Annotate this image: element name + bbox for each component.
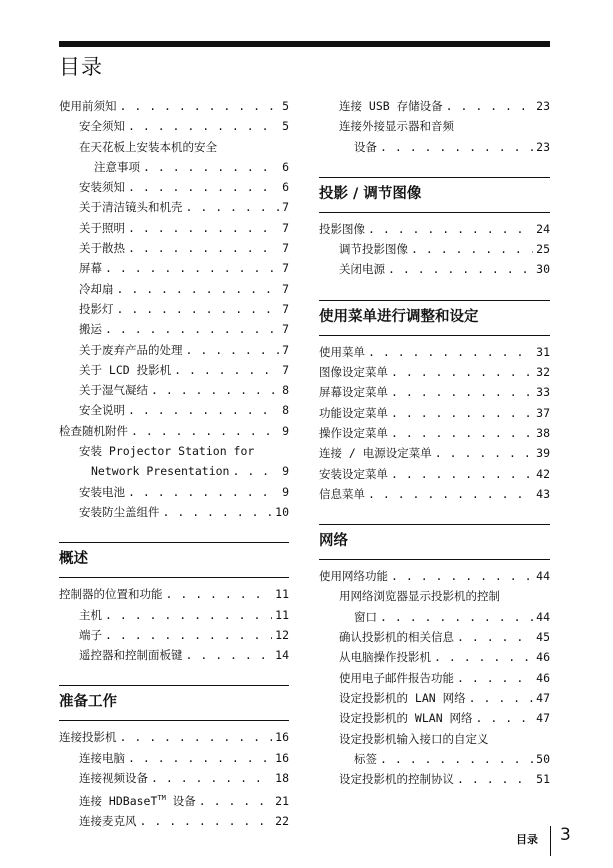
toc-entry[interactable] xyxy=(59,238,289,258)
toc-entry[interactable] xyxy=(59,645,289,665)
toc-entry-text: 连接电脑 xyxy=(79,750,125,765)
toc-section-network xyxy=(319,524,550,789)
toc-entry-text: 从电脑操作投影机 xyxy=(339,650,431,665)
dot-leader xyxy=(128,400,279,420)
toc-entry-text: 屏幕 xyxy=(79,261,102,276)
toc-page-number: 39 xyxy=(536,446,550,461)
toc-entry-title xyxy=(339,259,385,279)
toc-entry-title xyxy=(79,645,183,665)
toc-entry-text: 信息菜单 xyxy=(319,486,365,501)
toc-entry-text: 使用前须知 xyxy=(59,99,117,113)
toc-page-number: 7 xyxy=(282,301,289,316)
toc-entry[interactable] xyxy=(319,382,550,402)
toc-entry-title xyxy=(354,749,377,769)
section-rule xyxy=(319,177,550,178)
toc-entry[interactable] xyxy=(319,96,550,116)
section-subrule xyxy=(319,212,550,213)
toc-page-number: 8 xyxy=(282,383,289,398)
toc-entry[interactable] xyxy=(59,299,289,319)
toc-entry-text: 关于散热 xyxy=(79,241,125,256)
toc-entry[interactable] xyxy=(319,362,550,382)
dot-leader xyxy=(186,340,280,360)
toc-entry-text: 安装防尘盖组件 xyxy=(79,504,160,519)
toc-section-entries xyxy=(319,566,550,789)
dot-leader xyxy=(411,239,533,259)
toc-entry[interactable] xyxy=(59,380,289,400)
dot-leader xyxy=(469,688,534,708)
toc-entry-title xyxy=(319,423,388,443)
dot-leader xyxy=(120,727,273,747)
toc-entry-title xyxy=(59,96,117,116)
toc-right-column xyxy=(319,96,550,789)
toc-page-number: 38 xyxy=(536,425,550,440)
toc-entry[interactable] xyxy=(319,464,550,484)
toc-section-prep xyxy=(59,685,289,831)
toc-entry-title xyxy=(319,464,388,484)
toc-page-number: 21 xyxy=(275,794,289,809)
dot-leader xyxy=(380,607,533,627)
toc-entry-line: 安装 Projector Station for xyxy=(79,444,255,459)
toc-entry-text: 使用网络功能 xyxy=(319,569,388,584)
toc-page-number: 8 xyxy=(282,403,289,418)
dot-leader xyxy=(391,423,533,443)
toc-entry-text: 连接 USB 存储设备 xyxy=(339,99,443,113)
toc-entry-title xyxy=(319,403,388,423)
toc-entry-line: 在天花板上安装本机的安全 xyxy=(79,139,217,154)
dot-leader xyxy=(117,299,280,319)
toc-entry[interactable] xyxy=(59,258,289,278)
toc-entry-text: 遥控器和控制面板键 xyxy=(79,648,183,663)
toc-entry[interactable] xyxy=(319,239,550,259)
toc-entry-text: 功能设定菜单 xyxy=(319,405,388,420)
toc-page-number: 31 xyxy=(536,344,550,359)
toc-section-entries xyxy=(319,219,550,280)
toc-entry-title xyxy=(79,380,148,400)
toc-entry-title xyxy=(79,258,102,278)
dot-leader xyxy=(105,319,279,339)
toc-entry[interactable] xyxy=(59,748,289,768)
toc-entry[interactable] xyxy=(319,708,550,728)
toc-entry[interactable] xyxy=(59,461,289,481)
toc-entry-title xyxy=(94,157,140,177)
toc-entry-text: 标签 xyxy=(354,751,377,766)
section-rule xyxy=(59,685,289,686)
toc-page-number: 7 xyxy=(282,241,289,256)
dot-leader xyxy=(128,748,272,768)
toc-group xyxy=(59,96,289,522)
toc-entry[interactable] xyxy=(319,647,550,667)
section-heading: 概述 xyxy=(59,551,88,568)
toc-entry-title xyxy=(79,116,125,136)
dot-leader xyxy=(166,584,273,604)
toc-page-number: 51 xyxy=(536,772,550,787)
toc-page-number: 7 xyxy=(282,322,289,337)
dot-leader xyxy=(128,177,279,197)
toc-entry[interactable] xyxy=(319,423,550,443)
dot-leader xyxy=(128,238,279,258)
toc-entry-text: 连接麦克风 xyxy=(79,814,137,829)
toc-entry-text: 关于湿气凝结 xyxy=(79,383,148,398)
dot-leader xyxy=(391,362,533,382)
toc-page-number: 5 xyxy=(282,99,289,113)
section-subrule xyxy=(59,577,289,578)
section-heading: 投影 / 调节图像 xyxy=(319,185,422,202)
toc-entry-title xyxy=(79,788,196,811)
header-rule xyxy=(59,41,550,47)
toc-entry-title xyxy=(339,647,431,667)
dot-leader xyxy=(117,279,280,299)
toc-entry-title xyxy=(339,688,466,708)
toc-page-number: 45 xyxy=(536,630,550,645)
toc-entry[interactable] xyxy=(59,421,289,441)
toc-entry-text: 关于清洁镜头和机壳 xyxy=(79,200,183,215)
toc-entry-title xyxy=(79,768,148,788)
toc-entry-text: 关于 LCD 投影机 xyxy=(79,362,172,377)
toc-entry[interactable] xyxy=(59,400,289,420)
toc-entry-text-suffix: 设备 xyxy=(165,794,196,809)
footer-divider xyxy=(550,826,551,856)
toc-entry-text: 安全须知 xyxy=(79,119,125,134)
toc-entry-text: 安全说明 xyxy=(79,403,125,418)
section-subrule xyxy=(319,559,550,560)
toc-entry-text: 连接视频设备 xyxy=(79,771,148,786)
toc-entry-text: 设定投影机的 LAN 网络 xyxy=(339,690,466,705)
toc-entry[interactable] xyxy=(59,788,289,811)
toc-entry[interactable] xyxy=(59,482,289,502)
toc-page-number: 6 xyxy=(282,159,289,174)
toc-entry-text: 图像设定菜单 xyxy=(319,365,388,380)
toc-entry[interactable] xyxy=(59,177,289,197)
toc-entry[interactable] xyxy=(319,627,550,647)
toc-entry-text: 搬运 xyxy=(79,322,102,337)
toc-entry-text: 安装须知 xyxy=(79,180,125,195)
toc-page-number: 9 xyxy=(282,423,289,438)
toc-entry-text: 确认投影机的相关信息 xyxy=(339,630,454,645)
toc-entry[interactable] xyxy=(59,360,289,380)
toc-entry[interactable] xyxy=(59,218,289,238)
toc-page-number: 43 xyxy=(536,486,550,501)
toc-page-number: 22 xyxy=(275,814,289,829)
toc-entry-title xyxy=(79,605,102,625)
trademark-superscript: TM xyxy=(157,794,166,803)
toc-entry[interactable] xyxy=(59,625,289,645)
toc-entry-text: 连接 / 电源设定菜单 xyxy=(319,446,432,461)
toc-entry-text: 控制器的位置和功能 xyxy=(59,587,163,602)
dot-leader xyxy=(120,96,280,116)
section-heading: 网络 xyxy=(319,533,348,550)
dot-leader xyxy=(186,645,273,665)
toc-entry-title xyxy=(339,668,454,688)
toc-entry-text: 端子 xyxy=(79,627,102,642)
toc-entry-text: 关闭电源 xyxy=(339,262,385,277)
toc-entry-text: 注意事项 xyxy=(94,159,140,174)
toc-entry[interactable] xyxy=(319,342,550,362)
toc-entry[interactable] xyxy=(319,668,550,688)
toc-entry-title xyxy=(79,360,171,380)
toc-entry[interactable] xyxy=(59,319,289,339)
toc-entry-title xyxy=(79,299,114,319)
dot-leader xyxy=(380,137,533,157)
toc-entry-title xyxy=(319,219,365,239)
toc-section-entries xyxy=(59,584,289,665)
toc-entry[interactable] xyxy=(319,137,550,157)
toc-page-number: 33 xyxy=(536,385,550,400)
toc-entry-title xyxy=(339,769,454,789)
toc-entry-text: 安装设定菜单 xyxy=(319,466,388,481)
toc-entry-title xyxy=(79,811,137,831)
toc-entry-title xyxy=(79,340,183,360)
dot-leader xyxy=(105,625,272,645)
toc-section-projection xyxy=(319,177,550,280)
dot-leader xyxy=(163,502,273,522)
toc-page-number: 23 xyxy=(536,139,550,154)
dot-leader xyxy=(380,749,533,769)
toc-entry-title xyxy=(79,218,125,238)
toc-page-number: 10 xyxy=(275,504,289,519)
toc-page-number: 5 xyxy=(282,119,289,134)
toc-entry[interactable] xyxy=(59,197,289,217)
toc-entry[interactable] xyxy=(319,749,550,769)
toc-page-number: 12 xyxy=(275,627,289,642)
toc-entry-text: 冷却扇 xyxy=(79,281,114,296)
toc-entry-text: 连接 HDBaseT xyxy=(79,794,158,809)
toc-section-entries xyxy=(319,342,550,504)
toc-page-number: 47 xyxy=(536,711,550,726)
dot-leader xyxy=(368,342,533,362)
dot-leader xyxy=(435,443,533,463)
toc-entry[interactable] xyxy=(59,811,289,831)
toc-entry[interactable] xyxy=(59,584,289,604)
toc-page-number: 16 xyxy=(275,730,289,745)
toc-entry-title xyxy=(79,177,125,197)
dot-leader xyxy=(476,708,534,728)
toc-entry-text: 连接投影机 xyxy=(59,730,117,745)
page-title: 目录 xyxy=(59,55,103,79)
dot-leader xyxy=(128,482,279,502)
toc-entry-text: 检查随机附件 xyxy=(59,423,128,438)
toc-entry-title xyxy=(59,584,163,604)
toc-left-column xyxy=(59,96,289,832)
dot-leader xyxy=(457,668,533,688)
toc-page-number: 9 xyxy=(282,464,289,479)
toc-entry-title xyxy=(79,482,125,502)
toc-entry-text: 设备 xyxy=(354,139,377,154)
toc-page-number: 46 xyxy=(536,650,550,665)
toc-entry-text: 投影图像 xyxy=(319,221,365,236)
dot-leader xyxy=(446,96,534,116)
dot-leader xyxy=(457,627,533,647)
toc-entry[interactable] xyxy=(319,219,550,239)
toc-entry-text: 关于照明 xyxy=(79,220,125,235)
toc-entry-text: Network Presentation xyxy=(91,464,230,479)
dot-leader xyxy=(105,258,279,278)
dot-leader xyxy=(391,566,533,586)
toc-entry-text: 操作设定菜单 xyxy=(319,425,388,440)
toc-entry-title xyxy=(354,607,377,627)
section-heading: 使用菜单进行调整和设定 xyxy=(319,308,479,325)
toc-page-number: 32 xyxy=(536,365,550,380)
toc-entry-text: 使用电子邮件报告功能 xyxy=(339,670,454,685)
dot-leader xyxy=(174,360,279,380)
dot-leader xyxy=(128,218,279,238)
section-subrule xyxy=(319,335,550,336)
toc-entry-line: 连接外接显示器和音频 xyxy=(339,119,454,134)
dot-leader xyxy=(388,259,533,279)
toc-page-number: 30 xyxy=(536,262,550,277)
toc-section-menu xyxy=(319,300,550,504)
dot-leader xyxy=(143,157,279,177)
toc-page-number: 44 xyxy=(536,609,550,624)
toc-page-number: 14 xyxy=(275,648,289,663)
toc-page-number: 7 xyxy=(282,261,289,276)
dot-leader xyxy=(199,791,272,811)
toc-page-number: 7 xyxy=(282,281,289,296)
toc-entry-text: 调节投影图像 xyxy=(339,242,408,257)
toc-page-number: 18 xyxy=(275,771,289,786)
section-subrule xyxy=(59,720,289,721)
toc-entry-text: 窗口 xyxy=(354,609,377,624)
dot-leader xyxy=(391,464,533,484)
dot-leader xyxy=(128,116,279,136)
toc-page-number: 25 xyxy=(536,242,550,257)
toc-entry[interactable] xyxy=(319,566,550,586)
toc-entry[interactable] xyxy=(59,502,289,522)
toc-page-number: 16 xyxy=(275,750,289,765)
toc-entry-title xyxy=(79,319,102,339)
dot-leader xyxy=(151,380,279,400)
toc-page-number: 7 xyxy=(282,342,289,357)
toc-page-number: 46 xyxy=(536,670,550,685)
toc-entry-title xyxy=(91,461,229,481)
toc-entry-title xyxy=(319,342,365,362)
toc-page-number: 44 xyxy=(536,569,550,584)
toc-entry-title xyxy=(319,566,388,586)
toc-entry-text: 设定投影机的控制协议 xyxy=(339,772,454,787)
toc-entry-line: 用网络浏览器显示投影机的控制 xyxy=(339,589,500,604)
toc-page-number: 50 xyxy=(536,751,550,766)
section-rule xyxy=(59,542,289,543)
toc-entry[interactable] xyxy=(59,157,289,177)
toc-entry-title xyxy=(79,197,183,217)
toc-entry[interactable] xyxy=(319,688,550,708)
toc-entry-text: 屏幕设定菜单 xyxy=(319,385,388,400)
toc-section-entries xyxy=(59,727,289,831)
dot-leader xyxy=(391,382,533,402)
toc-entry[interactable] xyxy=(319,769,550,789)
toc-page-number: 24 xyxy=(536,221,550,236)
dot-leader xyxy=(186,197,280,217)
toc-page-number: 7 xyxy=(282,200,289,215)
toc-page-number: 9 xyxy=(282,484,289,499)
toc-entry-text: 关于废弃产品的处理 xyxy=(79,342,183,357)
toc-entry-title xyxy=(79,279,114,299)
toc-entry-line: 设定投影机输入接口的自定义 xyxy=(339,731,489,746)
toc-entry[interactable] xyxy=(59,279,289,299)
dot-leader xyxy=(151,768,272,788)
dot-leader xyxy=(131,421,279,441)
dot-leader xyxy=(140,811,273,831)
toc-entry[interactable] xyxy=(59,727,289,747)
dot-leader xyxy=(457,769,533,789)
toc-page-number: 37 xyxy=(536,405,550,420)
dot-leader xyxy=(434,647,533,667)
dot-leader xyxy=(391,403,533,423)
toc-entry[interactable] xyxy=(319,607,550,627)
toc-entry-text: 设定投影机的 WLAN 网络 xyxy=(339,711,473,726)
toc-entry[interactable] xyxy=(319,403,550,423)
toc-entry-title xyxy=(339,239,408,259)
toc-entry[interactable] xyxy=(319,484,550,504)
toc-entry-title xyxy=(339,96,443,116)
toc-entry[interactable] xyxy=(59,768,289,788)
toc-section-overview xyxy=(59,542,289,665)
toc-page-number: 42 xyxy=(536,466,550,481)
toc-entry[interactable] xyxy=(59,116,289,136)
toc-entry[interactable] xyxy=(59,605,289,625)
toc-entry-text: 主机 xyxy=(79,607,102,622)
toc-entry-title xyxy=(319,382,388,402)
toc-page-number: 23 xyxy=(536,99,550,113)
toc-page-number: 7 xyxy=(282,362,289,377)
toc-entry-title xyxy=(79,400,125,420)
dot-leader xyxy=(368,219,533,239)
section-rule xyxy=(319,300,550,301)
section-rule xyxy=(319,524,550,525)
toc-entry-title xyxy=(339,627,454,647)
toc-entry-title xyxy=(319,362,388,382)
dot-leader xyxy=(105,605,272,625)
toc-entry-title xyxy=(319,443,432,463)
toc-entry-title xyxy=(79,502,160,522)
toc-entry-title xyxy=(59,727,117,747)
toc-entry-title xyxy=(79,625,102,645)
toc-entry-text: 安装电池 xyxy=(79,484,125,499)
toc-entry[interactable] xyxy=(319,443,550,463)
toc-entry[interactable] xyxy=(319,259,550,279)
toc-entry-title xyxy=(59,421,128,441)
toc-entry-title xyxy=(79,238,125,258)
page-number: 3 xyxy=(560,825,571,845)
section-heading: 准备工作 xyxy=(59,694,117,711)
dot-leader xyxy=(232,461,279,481)
toc-page-number: 6 xyxy=(282,180,289,195)
toc-entry-text: 使用菜单 xyxy=(319,344,365,359)
toc-page-number: 11 xyxy=(275,607,289,622)
toc-page-number: 7 xyxy=(282,220,289,235)
toc-page-number: 11 xyxy=(275,587,289,602)
footer-label: 目录 xyxy=(516,833,538,846)
toc-entry[interactable] xyxy=(59,340,289,360)
toc-entry-title xyxy=(319,484,365,504)
dot-leader xyxy=(368,484,533,504)
toc-entry-title xyxy=(354,137,377,157)
toc-entry-text: 投影灯 xyxy=(79,301,114,316)
toc-entry[interactable] xyxy=(59,96,289,116)
toc-group xyxy=(319,96,550,157)
toc-entry-title xyxy=(339,708,473,728)
toc-page-number: 47 xyxy=(536,690,550,705)
toc-entry-title xyxy=(79,748,125,768)
